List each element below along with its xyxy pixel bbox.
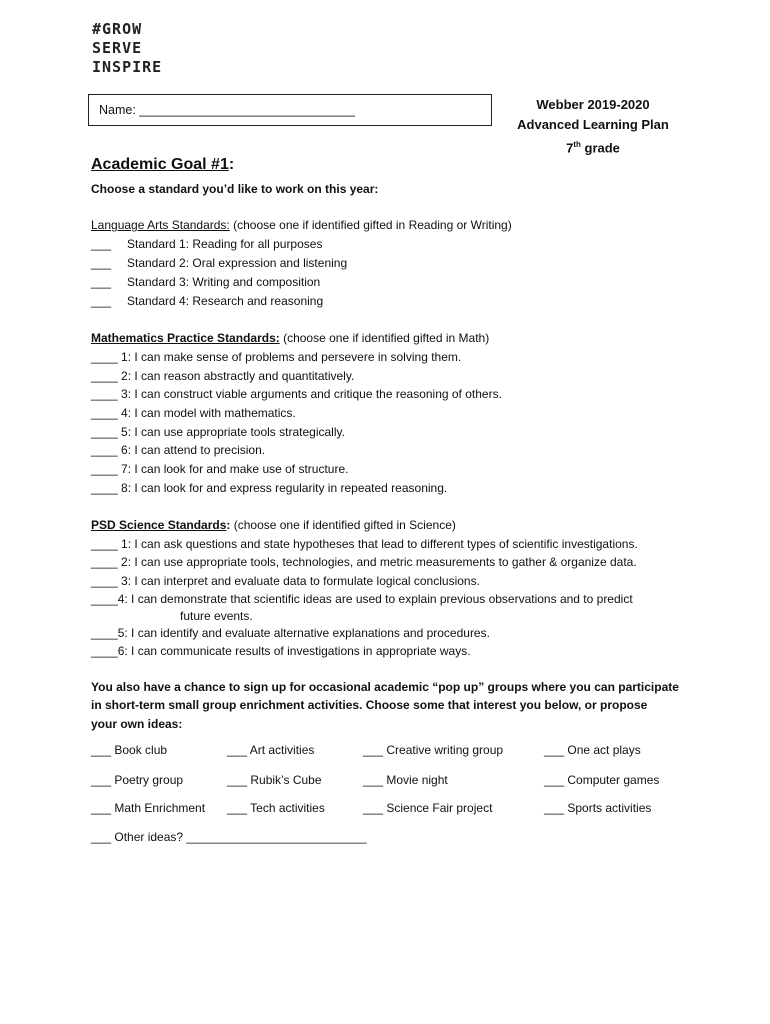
science-item[interactable]: ____6: I can communicate results of investigations in appropriate ways. [91, 644, 471, 658]
grade-line: 7th grade [566, 140, 620, 156]
math-item[interactable]: ____ 2: I can reason abstractly and quantitatively. [91, 369, 355, 383]
language-arts-heading: Language Arts Standards: (choose one if identified gifted in Reading or Writing) [91, 218, 512, 232]
popup-option[interactable]: ___ Rubik’s Cube [227, 773, 322, 787]
popup-option[interactable]: ___ Creative writing group [363, 743, 504, 757]
science-item[interactable]: ____ 2: I can use appropriate tools, technologies, and metric measurements to gather & organize data. [91, 555, 637, 569]
logo-line: SERVE [92, 39, 143, 57]
math-item[interactable]: ____ 3: I can construct viable arguments and critique the reasoning of others. [91, 387, 502, 401]
popup-option[interactable]: ___ Math Enrichment [91, 801, 206, 815]
name-field-box[interactable] [88, 94, 492, 126]
logo-line: #GROW [92, 20, 143, 38]
math-item[interactable]: ____ 4: I can model with mathematics. [91, 406, 296, 420]
math-item[interactable]: ____ 7: I can look for and make use of structure. [91, 462, 349, 476]
goal-instruction: Choose a standard you’d like to work on this year: [91, 182, 379, 196]
popup-intro-line: You also have a chance to sign up for occasional academic “pop up” groups where you can participate [91, 680, 679, 694]
math-item[interactable]: ____ 5: I can use appropriate tools strategically. [91, 425, 345, 439]
popup-intro-line: in short-term small group enrichment activities. Choose some that interest you below, or propose [91, 698, 648, 712]
popup-option[interactable]: ___ Tech activities [227, 801, 325, 815]
science-item[interactable]: ____ 1: I can ask questions and state hypotheses that lead to different types of scientific investigations. [91, 537, 638, 551]
math-heading: Mathematics Practice Standards: (choose one if identified gifted in Math) [91, 331, 490, 345]
logo-line: INSPIRE [92, 58, 163, 76]
popup-option[interactable]: ___ Science Fair project [363, 801, 493, 815]
math-item[interactable]: ____ 8: I can look for and express regularity in repeated reasoning. [91, 481, 448, 495]
popup-option[interactable]: ___ Computer games [544, 773, 660, 787]
popup-option[interactable]: ___ One act plays [544, 743, 641, 757]
popup-option[interactable]: ___ Poetry group [91, 773, 184, 787]
school-year: Webber 2019-2020 [536, 97, 650, 112]
grow-serve-inspire-logo [92, 20, 163, 77]
popup-option[interactable]: ___ Book club [91, 743, 168, 757]
science-item[interactable]: ____ 3: I can interpret and evaluate data to formulate logical conclusions. [91, 574, 480, 588]
document-header [508, 95, 678, 158]
goal-title: Academic Goal #1: [91, 156, 235, 173]
popup-option[interactable]: ___ Sports activities [544, 801, 652, 815]
popup-option[interactable]: ___ Art activities [227, 743, 315, 757]
language-arts-item[interactable]: ___ Standard 2: Oral expression and listening [91, 256, 348, 270]
language-arts-item[interactable]: ___ Standard 4: Research and reasoning [91, 294, 324, 308]
science-heading: PSD Science Standards: (choose one if identified gifted in Science) [91, 518, 456, 532]
math-item[interactable]: ____ 1: I can make sense of problems and persevere in solving them. [91, 350, 462, 364]
plan-title: Advanced Learning Plan [517, 117, 669, 132]
popup-option[interactable]: ___ Movie night [363, 773, 448, 787]
popup-other-ideas[interactable]: ___ Other ideas? ___________________________ [91, 830, 367, 844]
math-item[interactable]: ____ 6: I can attend to precision. [91, 443, 266, 457]
language-arts-item[interactable]: ___ Standard 1: Reading for all purposes [91, 237, 323, 251]
language-arts-item[interactable]: ___ Standard 3: Writing and composition [91, 275, 321, 289]
science-item-continuation: future events. [180, 609, 253, 623]
popup-intro-line: your own ideas: [91, 717, 183, 731]
science-item[interactable]: ____4: I can demonstrate that scientific ideas are used to explain previous observations and to predict [91, 592, 633, 606]
name-field-label: Name: _______________________________ [99, 103, 355, 117]
science-item[interactable]: ____5: I can identify and evaluate alternative explanations and procedures. [91, 626, 490, 640]
